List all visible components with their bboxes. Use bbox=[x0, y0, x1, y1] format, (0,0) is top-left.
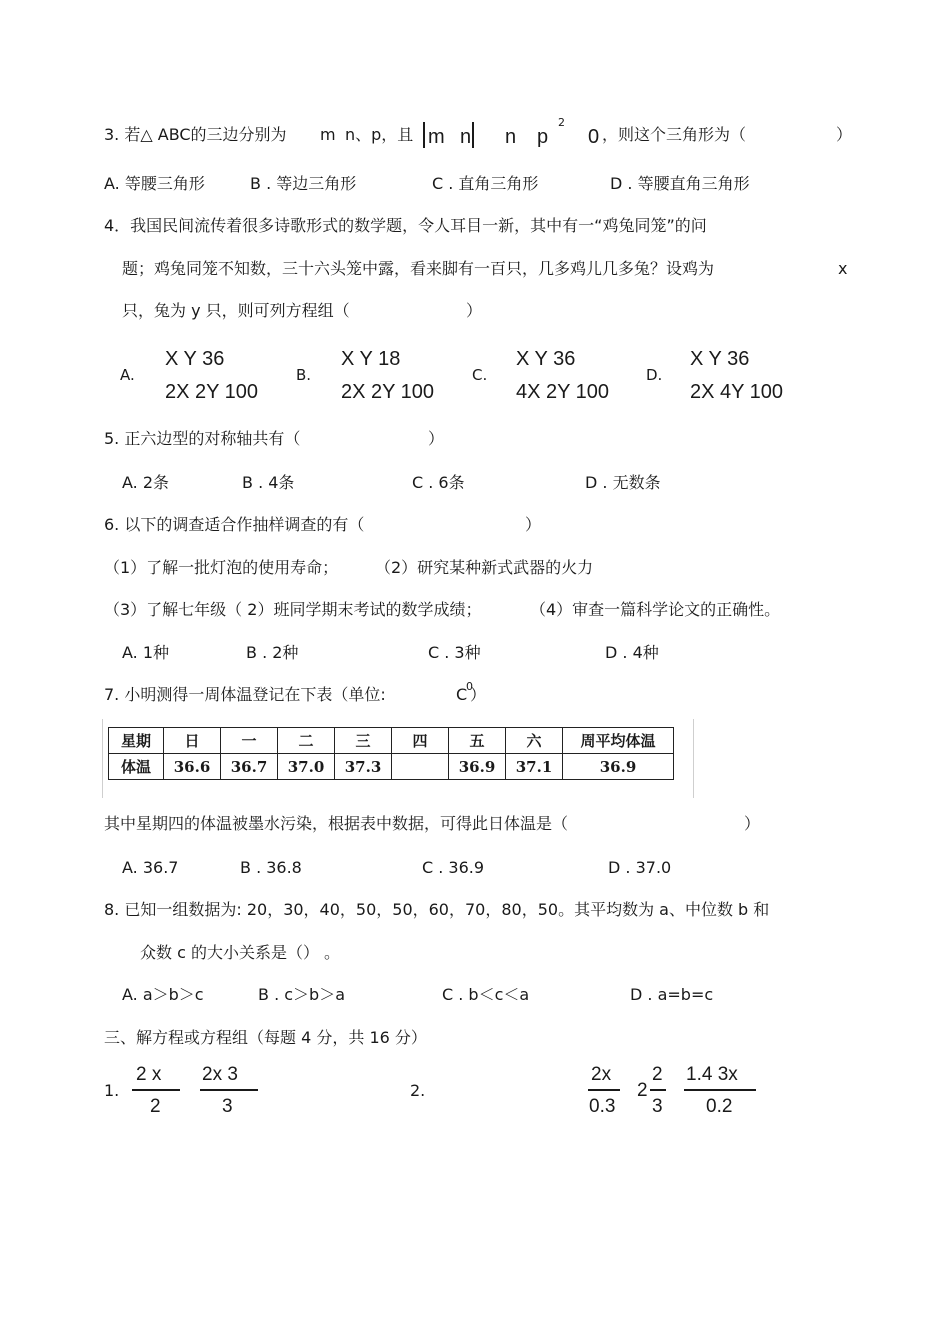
q4-option-b-label: B. bbox=[296, 366, 312, 384]
table-header-cell: 二 bbox=[278, 728, 335, 754]
q8-option-b: B . c＞b＞a bbox=[258, 985, 345, 1004]
eq2-frac1-den: 0.3 bbox=[589, 1096, 616, 1117]
eq1-frac2-den: 3 bbox=[222, 1096, 233, 1117]
table-cell: 36.6 bbox=[164, 754, 221, 780]
q4-option-c-eq1: X Y 36 bbox=[516, 348, 576, 370]
q3-option-d: D . 等腰直角三角形 bbox=[610, 174, 750, 193]
eq2-mixed-whole: 2 bbox=[637, 1080, 648, 1101]
q6-option-b: B . 2种 bbox=[246, 643, 299, 662]
eq1-frac1-num: 2 x bbox=[136, 1064, 162, 1085]
q8-line-1: 8. 已知一组数据为: 20，30，40，50，50，60，70，80，50。其平均数为 a、中位数 b 和 bbox=[104, 900, 770, 919]
eq2-mixed-line bbox=[650, 1089, 666, 1091]
abs-bar-left bbox=[423, 122, 425, 148]
eq2-frac2-num: 1.4 3x bbox=[686, 1064, 738, 1085]
q8-option-a: A. a＞b＞c bbox=[122, 985, 204, 1004]
eq2-frac1-line bbox=[588, 1089, 620, 1091]
q6-option-d: D . 4种 bbox=[605, 643, 659, 662]
q7-stem: 7. 小明测得一周体温登记在下表（单位: bbox=[104, 685, 386, 704]
table-header-cell: 四 bbox=[392, 728, 449, 754]
q6-item-2: （2）研究某种新式武器的火力 bbox=[375, 558, 594, 577]
q4-option-c-eq2: 4X 2Y 100 bbox=[516, 381, 610, 403]
q6-option-c: C . 3种 bbox=[428, 643, 481, 662]
q4-line-2: 题；鸡兔同笼不知数，三十六头笼中露，看来脚有一百只，几多鸡儿几多兔？设鸡为 bbox=[122, 259, 715, 278]
q4-option-a-label: A. bbox=[120, 366, 135, 384]
table-header-cell: 一 bbox=[221, 728, 278, 754]
q4-line-2-x: x bbox=[838, 259, 848, 278]
table-cell: 36.9 bbox=[449, 754, 506, 780]
q3-option-a: A. 等腰三角形 bbox=[104, 174, 205, 193]
table-header-cell: 周平均体温 bbox=[563, 728, 674, 754]
table-cell-stained bbox=[392, 754, 449, 780]
q3-option-b: B . 等边三角形 bbox=[250, 174, 357, 193]
table-header-cell: 六 bbox=[506, 728, 563, 754]
q6-item-3: （3）了解七年级（ 2）班同学期末考试的数学成绩； bbox=[104, 600, 482, 619]
q5-close: ） bbox=[428, 429, 445, 448]
section-3-title: 三、解方程或方程组（每题 4 分，共 16 分） bbox=[104, 1028, 427, 1047]
q7-unit: C bbox=[456, 685, 468, 704]
q8-line-2: 众数 c 的大小关系是（） 。 bbox=[140, 943, 341, 962]
q3-m: m bbox=[320, 125, 336, 144]
table-header-cell: 三 bbox=[335, 728, 392, 754]
table-cell: 36.9 bbox=[563, 754, 674, 780]
q4-option-b-eq1: X Y 18 bbox=[341, 348, 401, 370]
eq2-frac2-den: 0.2 bbox=[706, 1096, 733, 1117]
q8-option-d: D . a=b=c bbox=[630, 985, 714, 1004]
table-cell: 37.3 bbox=[335, 754, 392, 780]
eq1-label: 1. bbox=[104, 1081, 120, 1100]
q7-option-d: D . 37.0 bbox=[608, 858, 672, 877]
q6-option-a: A. 1种 bbox=[122, 643, 170, 662]
table-header-cell: 五 bbox=[449, 728, 506, 754]
q4-option-d-label: D. bbox=[646, 366, 663, 384]
table-header-cell: 日 bbox=[164, 728, 221, 754]
temperature-table bbox=[108, 727, 674, 780]
table-cell: 37.1 bbox=[506, 754, 563, 780]
q6-stem: 6. 以下的调查适合作抽样调查的有（ bbox=[104, 515, 365, 534]
table-cell: 体温 bbox=[109, 754, 164, 780]
q4-option-a-eq1: X Y 36 bbox=[165, 348, 225, 370]
eq1-frac2-line bbox=[200, 1089, 258, 1091]
q7-option-a: A. 36.7 bbox=[122, 858, 179, 877]
q4-option-d-eq2: 2X 4Y 100 bbox=[690, 381, 784, 403]
q4-line-3: 只，兔为 y 只，则可列方程组（ bbox=[122, 301, 350, 320]
q3-n: n bbox=[505, 126, 517, 148]
q7-unit-close: ） bbox=[470, 685, 487, 704]
q3-close: ） bbox=[836, 125, 853, 144]
q7-option-b: B . 36.8 bbox=[240, 858, 302, 877]
q5-option-d: D . 无数条 bbox=[585, 473, 661, 492]
q3-option-c: C . 直角三角形 bbox=[432, 174, 539, 193]
q5-option-c: C . 6条 bbox=[412, 473, 465, 492]
eq2-mixed-den: 3 bbox=[652, 1096, 663, 1117]
eq1-frac1-line bbox=[132, 1089, 180, 1091]
q4-option-b-eq2: 2X 2Y 100 bbox=[341, 381, 435, 403]
q3-zero: 0 bbox=[588, 126, 600, 148]
eq2-frac2-line bbox=[684, 1089, 756, 1091]
eq1-frac1-den: 2 bbox=[150, 1096, 161, 1117]
eq2-label: 2. bbox=[410, 1081, 426, 1100]
q3-ask: ，则这个三角形为（ bbox=[602, 125, 747, 144]
q5-stem: 5. 正六边型的对称轴共有（ bbox=[104, 429, 301, 448]
table-cell: 37.0 bbox=[278, 754, 335, 780]
q3-p: p bbox=[537, 126, 549, 148]
q6-close: ） bbox=[525, 515, 542, 534]
q7-after-close: ） bbox=[744, 814, 761, 833]
table-header-cell: 星期 bbox=[109, 728, 164, 754]
q4-option-a-eq2: 2X 2Y 100 bbox=[165, 381, 259, 403]
q7-option-c: C . 36.9 bbox=[422, 858, 485, 877]
q3-np: n、p，且 bbox=[345, 125, 414, 144]
eq2-mixed-num: 2 bbox=[652, 1064, 663, 1085]
eq2-frac1-num: 2x bbox=[591, 1064, 612, 1085]
table-row bbox=[109, 754, 674, 780]
q8-option-c: C . b＜c＜a bbox=[442, 985, 530, 1004]
table-cell: 36.7 bbox=[221, 754, 278, 780]
q4-line-3-close: ） bbox=[466, 301, 483, 320]
q5-option-a: A. 2条 bbox=[122, 473, 170, 492]
q7-after-text: 其中星期四的体温被墨水污染，根据表中数据，可得此日体温是（ bbox=[104, 814, 569, 833]
q3-abs-n: n bbox=[460, 126, 472, 148]
abs-bar-right bbox=[472, 122, 474, 148]
q6-item-4: （4）审查一篇科学论文的正确性。 bbox=[530, 600, 781, 619]
q6-item-1: （1）了解一批灯泡的使用寿命； bbox=[104, 558, 339, 577]
q3-abs-m: m bbox=[428, 126, 445, 148]
q4-line-1: 4．我国民间流传着很多诗歌形式的数学题，令人耳目一新，其中有一“鸡兔同笼”的问 bbox=[104, 216, 707, 235]
q5-option-b: B . 4条 bbox=[242, 473, 295, 492]
eq1-frac2-num: 2x 3 bbox=[202, 1064, 238, 1085]
q3-exponent: 2 bbox=[558, 116, 565, 129]
q7-unit-sup: 0 bbox=[466, 680, 473, 693]
q4-option-d-eq1: X Y 36 bbox=[690, 348, 750, 370]
table-header-row bbox=[109, 728, 674, 754]
q3-stem: 3. 若△ ABC的三边分别为 bbox=[104, 125, 287, 144]
q4-option-c-label: C. bbox=[472, 366, 488, 384]
